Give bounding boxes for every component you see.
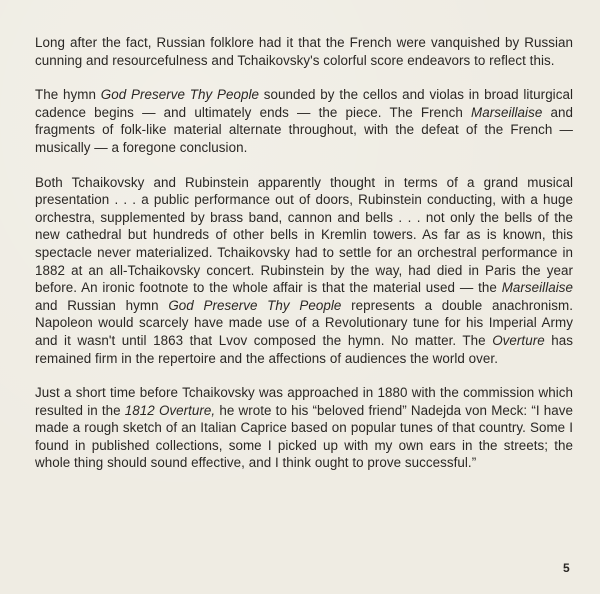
page-number: 5 <box>563 561 570 575</box>
paragraph-text: and fragments of folk-like material alternate throughout, with the defeat of the French — musically — a foregone conclusion. <box>35 104 573 155</box>
italic-title-text: Marseillaise <box>501 280 573 296</box>
paragraph-3 <box>35 174 573 368</box>
paragraph-text: Long after the fact, Russian folklore had it that the French were vanquished by Russian cunning and resourcefulness and Tchaikovsky's colorful score endeavors to reflect this. <box>35 35 573 68</box>
paragraph-text: sounded by the cellos and violas in broad liturgical cadence begins — and ultimately ends — the piece. The French <box>35 87 573 120</box>
paragraph-2 <box>35 86 573 156</box>
italic-title-text: Overture <box>492 332 545 348</box>
paragraph-text: he wrote to his “beloved friend” Nadejda von Meck: “I have made a rough sketch of an Italian Caprice based on popular tunes of that country. Some I found in published collections, some I picked up with my own ears in the streets; the whole thing should sound effective, and I think ought to prove successful.” <box>35 402 573 471</box>
italic-title-text: God Preserve Thy People <box>168 297 342 313</box>
paragraph-text: The hymn <box>35 87 101 103</box>
paragraph-text: Both Tchaikovsky and Rubinstein apparently thought in terms of a grand musical presentation . . . a public performance out of doors, Rubinstein conducting, with a huge orchestra, supplemented by brass band, cannon and bells . . . not only the bells of the new cathedral but hundreds of other bells in Kremlin towers. As far as is known, this spectacle never materialized. Tchaikovsky had to settle for an orchestral performance in 1882 at an all-Tchaikovsky concert. Rubinstein by the way, had died in Paris the year before. An ironic footnote to the whole affair is that the material used — the <box>35 174 573 296</box>
paragraph-1 <box>35 34 573 69</box>
paragraph-text: and Russian hymn <box>35 297 169 313</box>
paragraph-text: has remained firm in the repertoire and the affections of audiences the world over. <box>35 332 573 366</box>
paragraph-text: represents a double anachronism. Napoleon would scarcely have made use of a Revolutionary tune for his Imperial Army and it wasn't until 1863 that Lvov composed the hymn. No matter. The <box>35 297 573 348</box>
italic-title-text: 1812 Overture, <box>124 402 216 418</box>
italic-title-text: Marseillaise <box>471 104 543 120</box>
paragraph-text: Just a short time before Tchaikovsky was approached in 1880 with the commission which resulted in the <box>35 385 573 418</box>
paragraph-4 <box>35 384 573 472</box>
body-text <box>35 34 573 472</box>
italic-title-text: God Preserve Thy People <box>100 87 259 103</box>
